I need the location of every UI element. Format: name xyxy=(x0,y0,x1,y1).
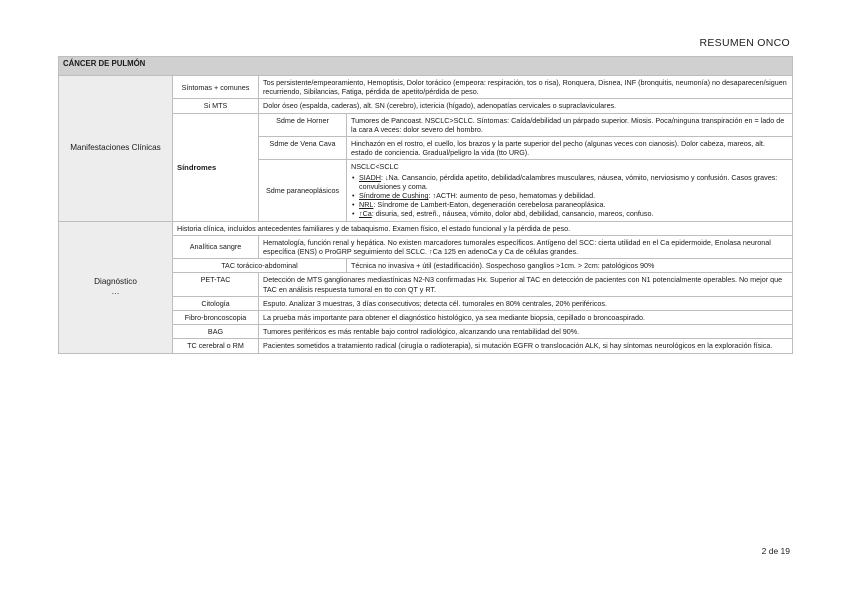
row-text-analitica: Hematología, función renal y hepática. No existen marcadores tumorales específicos. Antígeno del SCC: cierta utilidad en el Ca epidermoide, Enolasa neuronal específica (ENS) o ProGRP seguimiento del SCLC. ↑Ca 125 en adenoCa y Ca de células grandes. xyxy=(259,235,793,258)
row-text-si-mts: Dolor óseo (espalda, caderas), alt. SN (cerebro), ictericia (hígado), adenopatías cervicales o supraclaviculares. xyxy=(259,99,793,113)
row-label-paraneoplasicos: Sdme paraneoplásicos xyxy=(259,160,347,221)
paraneoplasicos-list xyxy=(351,173,788,219)
list-item xyxy=(351,173,788,191)
list-item xyxy=(351,209,788,218)
row-text-fibrobroncoscopia: La prueba más importante para obtener el diagnóstico histológico, ya sea mediante biopsia, cepillado o broncoaspirado. xyxy=(259,311,793,325)
list-item xyxy=(351,191,788,200)
page-number: 2 de 19 xyxy=(761,546,790,556)
row-label-tc-cerebral: TC cerebral o RM xyxy=(173,339,259,353)
row-label-horner: Sdme de Horner xyxy=(259,113,347,136)
row-text-citologia: Esputo. Analizar 3 muestras, 3 días consecutivos; detecta cél. tumorales en 80% centrales, 20% periféricos. xyxy=(259,296,793,310)
document-header-title: RESUMEN ONCO xyxy=(699,37,790,49)
table-row xyxy=(59,76,793,99)
lung-cancer-summary-table xyxy=(58,56,793,354)
list-item-text: : Síndrome de Lambert-Eaton, degeneración cerebelosa paraneoplásica. xyxy=(373,200,606,210)
list-item-text: : ↑ACTH: aumento de peso, hematomas y debilidad. xyxy=(428,191,596,201)
table-title: CÁNCER DE PULMÓN xyxy=(59,57,793,76)
list-item-term: Síndrome de Cushing xyxy=(359,191,429,201)
list-item-term: NRL xyxy=(359,200,374,210)
table-title-row xyxy=(59,57,793,76)
row-label-pet-tac: PET-TAC xyxy=(173,273,259,296)
row-text-vena-cava: Hinchazón en el rostro, el cuello, los brazos y la parte superior del pecho (algunas veces con cianosis). Dolor cabeza, mareos, alt. estado de conciencia. Gradual/peligro la vida (tto URG). xyxy=(347,137,793,160)
list-item-term: ↑Ca xyxy=(359,209,372,219)
list-item-term: SIADH xyxy=(359,172,381,182)
list-item-text: : ↓Na. Cansancio, pérdida apetito, debilidad/calambres musculares, náusea, vómito, nerviosismo y confusión. Casos graves: convulsiones y coma. xyxy=(359,172,778,191)
row-label-vena-cava: Sdme de Vena Cava xyxy=(259,137,347,160)
row-text-paraneoplasicos xyxy=(347,160,793,221)
row-label-fibrobroncoscopia: Fibro-broncoscopia xyxy=(173,311,259,325)
row-text-tc-cerebral: Pacientes sometidos a tratamiento radical (cirugía o radioterapia), si mutación EGFR o translocación ALK, si hay síntomas neurológicos en la exploración física. xyxy=(259,339,793,353)
row-label-analitica: Analítica sangre xyxy=(173,235,259,258)
row-text-pet-tac: Detección de MTS ganglionares mediastínicas N2-N3 confirmadas Hx. Superior al TAC en detección de pacientes con N1 potencialmente operables. No mejor que TAC en análisis respuesta tumoral en tto con QT y RT. xyxy=(259,273,793,296)
row-text-historia: Historia clínica, incluidos antecedentes familiares y de tabaquismo. Examen físico, el estado funcional y la pérdida de peso. xyxy=(173,221,793,235)
row-label-sintomas: Síntomas + comunes xyxy=(173,76,259,99)
row-text-bag: Tumores periféricos es más rentable bajo control radiológico, alcanzando una rentabilidad del 90%. xyxy=(259,325,793,339)
list-item xyxy=(351,200,788,209)
paraneoplasicos-intro: NSCLC<SCLC xyxy=(351,162,399,172)
row-text-tac: Técnica no invasiva + útil (estadificación). Sospechoso ganglios >1cm. > 2cm: patológicos 90% xyxy=(347,259,793,273)
section-label-diagnostico-ellipsis: … xyxy=(111,287,120,297)
row-label-sindromes: Síndromes xyxy=(173,113,259,221)
row-text-horner: Tumores de Pancoast. NSCLC>SCLC. Síntomas: Caída/debilidad un párpado superior. Miosis. Poca/ninguna transpiración en = lado de la cara A veces: dolor severo del hombro. xyxy=(347,113,793,136)
section-label-diagnostico xyxy=(59,221,173,353)
section-label-manifestaciones: Manifestaciones Clínicas xyxy=(59,76,173,222)
row-label-si-mts: Si MTS xyxy=(173,99,259,113)
section-label-diagnostico-text: Diagnóstico xyxy=(94,277,137,287)
table-row xyxy=(59,221,793,235)
row-label-citologia: Citología xyxy=(173,296,259,310)
list-item-text: : disuria, sed, estreñ., náusea, vómito, dolor abd, debilidad, cansancio, mareos, confuso. xyxy=(371,209,654,219)
row-label-bag: BAG xyxy=(173,325,259,339)
row-label-tac: TAC torácico-abdominal xyxy=(173,259,347,273)
row-text-sintomas: Tos persistente/empeoramiento, Hemoptisis, Dolor torácico (empeora: respiración, tos o risa), Ronquera, Disnea, INF (bronquitis, neumonía) no desaparecen/siguen recurriendo, Sibilancias, Fatiga, pérdida de apetito/pérdida de peso. xyxy=(259,76,793,99)
